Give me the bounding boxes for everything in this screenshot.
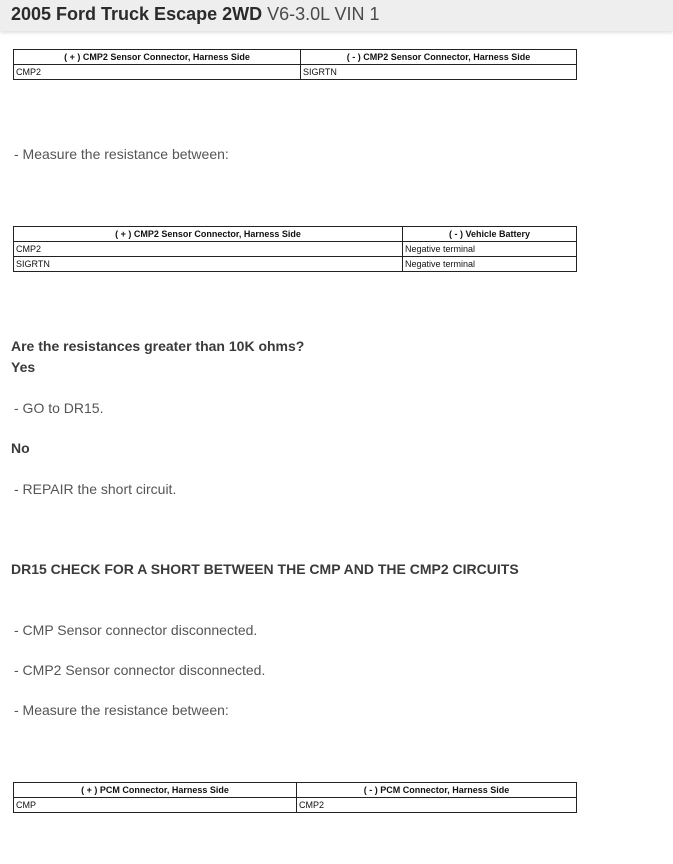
step-cmp2-disconnected: - CMP2 Sensor connector disconnected. <box>14 662 266 678</box>
table-row <box>14 257 577 272</box>
table-header: ( + ) CMP2 Sensor Connector, Harness Side <box>14 50 301 65</box>
yes-action: - GO to DR15. <box>14 400 104 416</box>
instruction-measure: - Measure the resistance between: <box>14 146 229 162</box>
table-cell: SIGRTN <box>14 257 403 272</box>
table-cell: Negative terminal <box>403 257 577 272</box>
engine-subtitle: V6-3.0L VIN 1 <box>267 4 380 24</box>
no-action: - REPAIR the short circuit. <box>14 481 177 497</box>
table-header: ( - ) CMP2 Sensor Connector, Harness Side <box>301 50 577 65</box>
page-title <box>11 4 380 25</box>
section-heading: DR15 CHECK FOR A SHORT BETWEEN THE CMP AND THE CMP2 CIRCUITS <box>11 561 519 577</box>
table-cell: CMP2 <box>297 798 577 813</box>
table-cell: Negative terminal <box>403 242 577 257</box>
step-measure-resistance: - Measure the resistance between: <box>14 702 229 718</box>
table-cell: SIGRTN <box>301 65 577 80</box>
table-cell: CMP2 <box>14 65 301 80</box>
connector-table-3 <box>13 782 577 813</box>
connector-table-2 <box>13 226 577 272</box>
question-text: Are the resistances greater than 10K ohms? <box>11 338 305 354</box>
yes-label: Yes <box>11 359 36 375</box>
table-cell: CMP <box>14 798 297 813</box>
title-bar <box>0 0 673 31</box>
vehicle-title: 2005 Ford Truck Escape 2WD <box>11 4 263 24</box>
table-row <box>14 242 577 257</box>
table-cell: CMP2 <box>14 242 403 257</box>
table-row <box>14 65 577 80</box>
connector-table-1 <box>13 49 577 80</box>
no-label: No <box>11 440 30 456</box>
table-header: ( + ) CMP2 Sensor Connector, Harness Side <box>14 227 403 242</box>
table-header: ( + ) PCM Connector, Harness Side <box>14 783 297 798</box>
step-cmp-disconnected: - CMP Sensor connector disconnected. <box>14 622 258 638</box>
table-header: ( - ) Vehicle Battery <box>403 227 577 242</box>
table-row <box>14 798 577 813</box>
table-header: ( - ) PCM Connector, Harness Side <box>297 783 577 798</box>
